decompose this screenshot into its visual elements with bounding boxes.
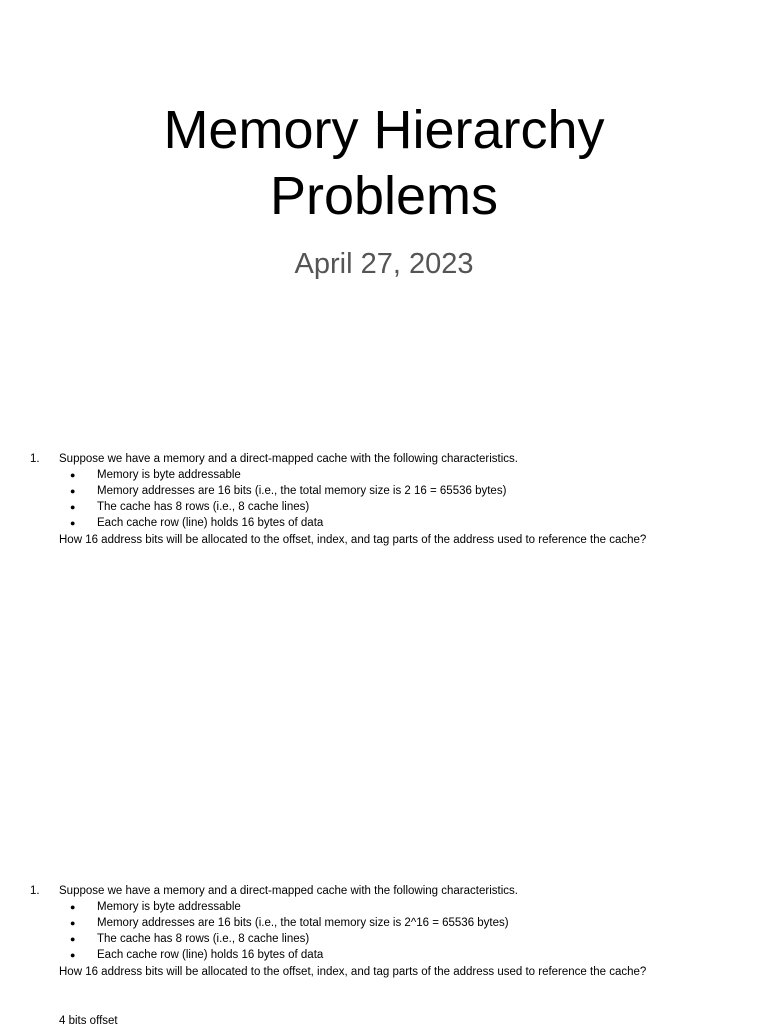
- bullet-marker: ●: [70, 902, 76, 912]
- page-date: April 27, 2023: [294, 248, 474, 280]
- page-title-line-2: Problems: [269, 166, 499, 226]
- bullet-item: Memory addresses are 16 bits (i.e., the total memory size is 2 16 = 65536 bytes): [97, 485, 507, 497]
- bullet-marker: ●: [70, 918, 76, 928]
- problem-intro: Suppose we have a memory and a direct-mapped cache with the following characteristics.: [59, 453, 518, 465]
- problem-number: 1.: [30, 885, 40, 897]
- page-title-line-1: Memory Hierarchy: [163, 100, 605, 160]
- bullet-item: Memory addresses are 16 bits (i.e., the total memory size is 2^16 = 65536 bytes): [97, 917, 509, 929]
- bullet-item: Each cache row (line) holds 16 bytes of data: [97, 517, 324, 529]
- bullet-marker: ●: [70, 950, 76, 960]
- bullet-item: Memory is byte addressable: [97, 901, 241, 913]
- problem-intro: Suppose we have a memory and a direct-mapped cache with the following characteristics.: [59, 885, 518, 897]
- answer-text: 4 bits offset: [59, 1015, 118, 1027]
- problem-number: 1.: [30, 453, 40, 465]
- bullet-marker: ●: [70, 470, 76, 480]
- bullet-item: The cache has 8 rows (i.e., 8 cache lines): [97, 933, 310, 945]
- problem-question: How 16 address bits will be allocated to the offset, index, and tag parts of the address used to reference the cache?: [59, 534, 647, 546]
- bullet-marker: ●: [70, 518, 76, 528]
- bullet-item: Memory is byte addressable: [97, 469, 241, 481]
- bullet-item: Each cache row (line) holds 16 bytes of data: [97, 949, 324, 961]
- bullet-marker: ●: [70, 934, 76, 944]
- bullet-marker: ●: [70, 502, 76, 512]
- bullet-marker: ●: [70, 486, 76, 496]
- problem-question: How 16 address bits will be allocated to the offset, index, and tag parts of the address used to reference the cache?: [59, 966, 647, 978]
- bullet-item: The cache has 8 rows (i.e., 8 cache lines): [97, 501, 310, 513]
